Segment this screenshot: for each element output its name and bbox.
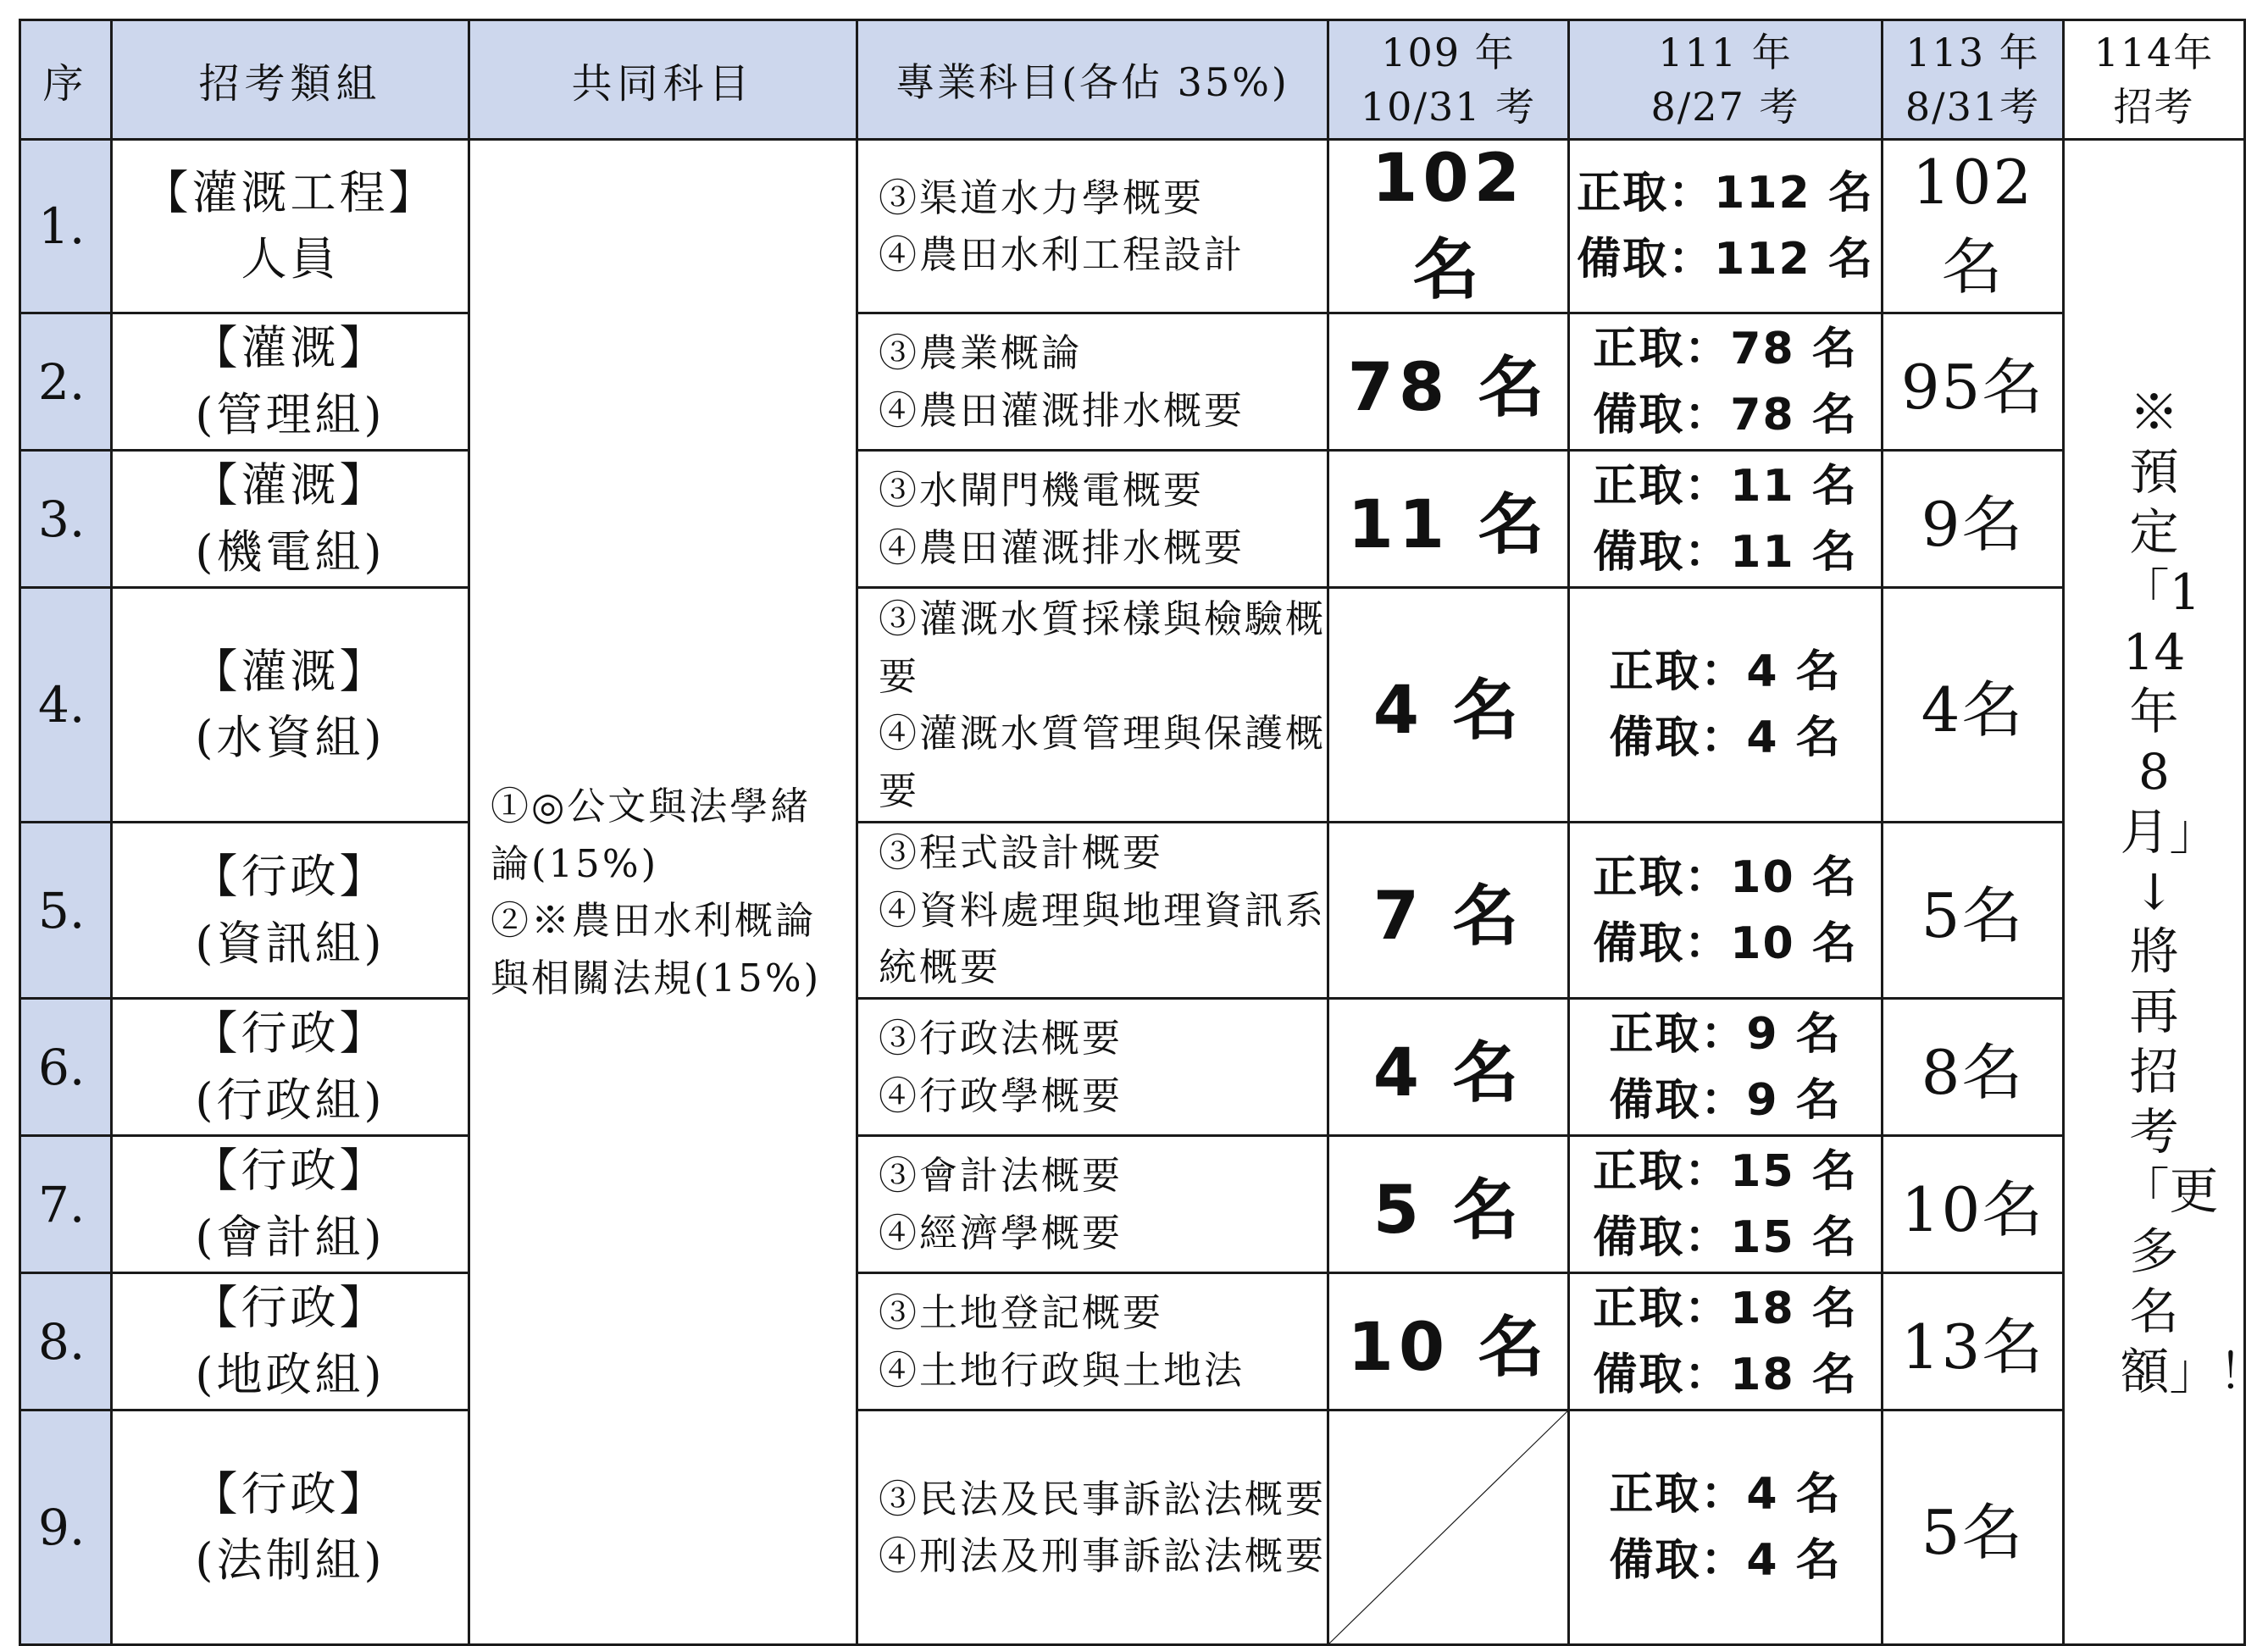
row-seq: 2. — [20, 313, 112, 451]
table-row — [20, 1410, 2245, 1645]
row-109-quota: 7 名 — [1328, 823, 1569, 999]
row-professional: ③會計法概要 ④經濟學概要 — [857, 1136, 1328, 1273]
row-111-quota: 正取：4 名 備取：4 名 — [1569, 588, 1883, 823]
common-subjects-cell — [469, 140, 857, 1645]
row-109-quota: 78 名 — [1328, 313, 1569, 451]
table-row — [20, 588, 2245, 823]
row-109-quota: 4 名 — [1328, 999, 1569, 1136]
header-seq: 序 — [20, 20, 112, 140]
exam-quota-table — [19, 19, 2268, 1646]
table-row — [20, 999, 2245, 1136]
row-category: 【灌溉】 (水資組) — [112, 588, 469, 823]
table-row — [20, 1136, 2245, 1273]
header-professional: 專業科目(各佔 35%) — [857, 20, 1328, 140]
row-111-quota: 正取：18 名 備取：18 名 — [1569, 1273, 1883, 1410]
row-seq: 9. — [20, 1410, 112, 1645]
note-114: ※預定「114年8月」↓將再招考「更多名額」！ — [2120, 383, 2268, 1400]
row-111-quota: 正取：11 名 備取：11 名 — [1569, 451, 1883, 588]
common-subject-1: ①◎公文與法學緒論(15%) — [491, 784, 812, 886]
row-professional: ③土地登記概要 ④土地行政與土地法 — [857, 1273, 1328, 1410]
note-114-cell — [2064, 140, 2268, 1645]
row-109-quota: 4 名 — [1328, 588, 1569, 823]
row-professional: ③灌溉水質採樣與檢驗概要 ④灌溉水質管理與保護概要 — [857, 588, 1328, 823]
row-113-quota: 5名 — [1883, 1410, 2064, 1645]
row-seq: 6. — [20, 999, 112, 1136]
row-113-quota: 102名 — [1883, 140, 2064, 313]
row-professional: ③農業概論 ④農田灌溉排水概要 — [857, 313, 1328, 451]
row-seq: 7. — [20, 1136, 112, 1273]
row-seq: 4. — [20, 588, 112, 823]
header-111: 111 年 8/27 考 — [1569, 20, 1883, 140]
exam-table-container — [19, 19, 2268, 1646]
row-113-quota: 13名 — [1883, 1273, 2064, 1410]
row-109-quota: 5 名 — [1328, 1136, 1569, 1273]
row-seq: 8. — [20, 1273, 112, 1410]
row-professional: ③行政法概要 ④行政學概要 — [857, 999, 1328, 1136]
row-professional: ③水閘門機電概要 ④農田灌溉排水概要 — [857, 451, 1328, 588]
table-row — [20, 1273, 2245, 1410]
header-113: 113 年 8/31考 — [1883, 20, 2064, 140]
row-113-quota: 4名 — [1883, 588, 2064, 823]
table-row — [20, 313, 2245, 451]
row-category: 【灌溉】 (機電組) — [112, 451, 469, 588]
row-109-quota: 102 名 — [1328, 140, 1569, 313]
header-row — [20, 20, 2245, 140]
row-category: 【灌溉工程】 人員 — [112, 140, 469, 313]
row-professional: ③渠道水力學概要 ④農田水利工程設計 — [857, 140, 1328, 313]
row-category: 【灌溉】 (管理組) — [112, 313, 469, 451]
row-109-quota: 11 名 — [1328, 451, 1569, 588]
row-category: 【行政】 (行政組) — [112, 999, 469, 1136]
header-category: 招考類組 — [112, 20, 469, 140]
row-111-quota: 正取：112 名 備取：112 名 — [1569, 140, 1883, 313]
row-111-quota: 正取：10 名 備取：10 名 — [1569, 823, 1883, 999]
row-professional: ③程式設計概要 ④資料處理與地理資訊系統概要 — [857, 823, 1328, 999]
row-111-quota: 正取：9 名 備取：9 名 — [1569, 999, 1883, 1136]
row-seq: 1. — [20, 140, 112, 313]
table-row — [20, 451, 2245, 588]
header-109: 109 年 10/31 考 — [1328, 20, 1569, 140]
header-114: 114年 招考 — [2064, 20, 2245, 140]
row-seq: 3. — [20, 451, 112, 588]
table-row — [20, 140, 2245, 313]
row-113-quota: 5名 — [1883, 823, 2064, 999]
row-109-quota: 10 名 — [1328, 1273, 1569, 1410]
row-category: 【行政】 (法制組) — [112, 1410, 469, 1645]
row-category: 【行政】 (資訊組) — [112, 823, 469, 999]
row-professional: ③民法及民事訴訟法概要 ④刑法及刑事訴訟法概要 — [857, 1410, 1328, 1645]
row-113-quota: 8名 — [1883, 999, 2064, 1136]
row-category: 【行政】 (會計組) — [112, 1136, 469, 1273]
row-111-quota: 正取：15 名 備取：15 名 — [1569, 1136, 1883, 1273]
common-subject-2: ②※農田水利概論與相關法規(15%) — [491, 898, 822, 1000]
header-common: 共同科目 — [469, 20, 857, 140]
row-113-quota: 10名 — [1883, 1136, 2064, 1273]
row-113-quota: 9名 — [1883, 451, 2064, 588]
row-category: 【行政】 (地政組) — [112, 1273, 469, 1410]
row-113-quota: 95名 — [1883, 313, 2064, 451]
table-row — [20, 823, 2245, 999]
row-seq: 5. — [20, 823, 112, 999]
row-111-quota: 正取：78 名 備取：78 名 — [1569, 313, 1883, 451]
diagonal-slash — [1329, 1411, 1567, 1643]
row-111-quota: 正取：4 名 備取：4 名 — [1569, 1410, 1883, 1645]
row-109-empty-slash-cell — [1328, 1410, 1569, 1645]
